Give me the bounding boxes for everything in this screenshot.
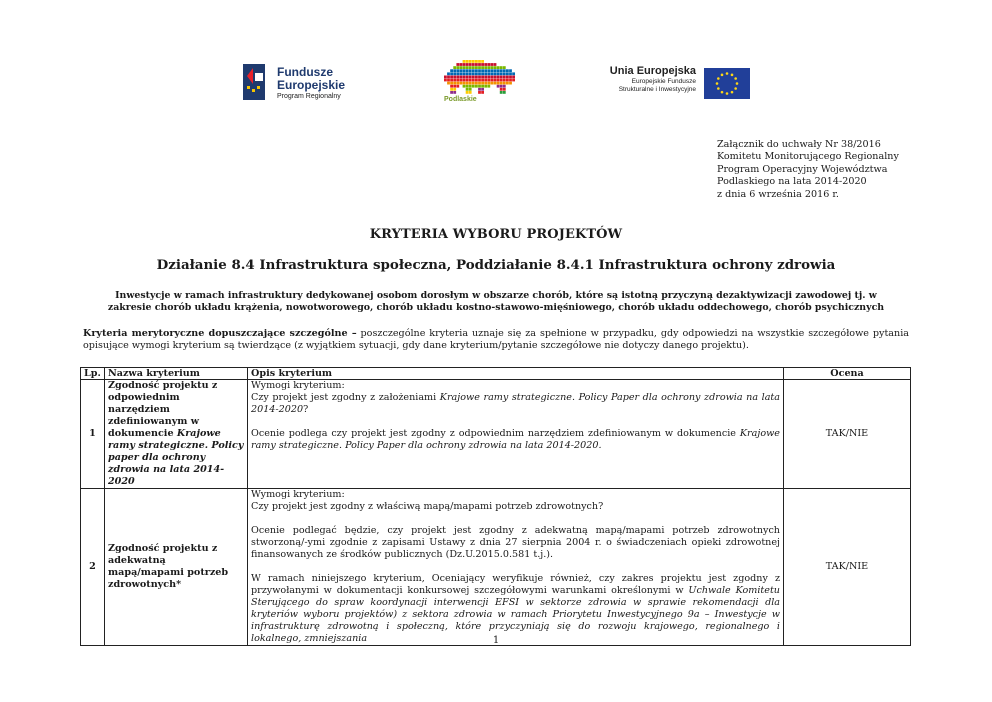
logo-bar — [0, 58, 992, 110]
criterion-name-doc: Krajowe ramy strategiczne. Policy paper dla ochrony zdrowia na lata 2014-2020 — [108, 428, 244, 487]
fundusze-europejskie-logo — [243, 62, 363, 106]
document-subtitle: Działanie 8.4 Infrastruktura społeczna, Poddziałanie 8.4.1 Infrastruktura ochrony zdrowia — [156, 257, 836, 273]
row-ocena: TAK/NIE — [784, 489, 911, 646]
annex-line: z dnia 6 września 2016 r. — [717, 188, 839, 200]
requirements-label: Wymogi kryterium: — [251, 489, 345, 500]
ue-line2: Europejskie Fundusze — [631, 78, 696, 85]
annex-line: Program Operacyjny Województwa — [717, 163, 888, 175]
podlaskie-logo — [440, 58, 520, 110]
merit-label: Kryteria merytoryczne dopuszczające szczególne – — [83, 328, 357, 339]
podlaskie-label: Podlaskie — [444, 96, 477, 103]
annex-line: Komitetu Monitorującego Regionalny — [717, 151, 899, 163]
evaluation-intro: Ocenie podlega czy projekt jest zgodny z odpowiednim narzędziem zdefiniowanym w dokumencie — [251, 428, 740, 439]
table-row — [81, 489, 911, 646]
annex-line: Załącznik do uchwały Nr 38/2016 — [717, 139, 881, 150]
question-text: Czy projekt jest zgodny z założeniami — [251, 392, 440, 403]
evaluation-text — [251, 428, 780, 452]
header-description: Opis kryterium — [248, 368, 784, 380]
row-ocena: TAK/NIE — [784, 380, 911, 489]
row-lp: 1 — [81, 380, 105, 489]
page-number: 1 — [492, 635, 500, 646]
criterion-name — [105, 380, 248, 489]
header-ocena: Ocena — [784, 368, 911, 380]
document-title: KRYTERIA WYBORU PROJEKTÓW — [369, 227, 623, 242]
annex-note — [717, 139, 899, 201]
requirements-label: Wymogi kryterium: — [251, 380, 345, 391]
evaluation-doc: Krajowe ramy strategiczne. Policy Paper dla ochrony zdrowia na lata 2014-2020. — [251, 428, 780, 451]
unia-europejska-logo — [604, 62, 754, 106]
table-header-row — [81, 368, 911, 380]
question-doc: Krajowe ramy strategiczne. Policy Paper dla ochrony zdrowia na lata 2014-2020 — [251, 392, 780, 415]
eu-flag-icon — [704, 68, 750, 99]
bison-icon — [440, 58, 520, 98]
fundusze-europejskie-icon — [243, 62, 279, 102]
table-row — [81, 380, 911, 489]
row-lp: 2 — [81, 489, 105, 646]
ue-line1: Unia Europejska — [609, 65, 696, 77]
criterion-name: Zgodność projektu z adekwatną mapą/mapami potrzeb zdrowotnych* — [105, 489, 248, 646]
requirement-question: Czy projekt jest zgodny z właściwą mapą/mapami potrzeb zdrowotnych? — [251, 501, 604, 512]
verification-doc: Uchwale Komitetu Sterującego do spraw koordynacji interwencji EFSI w sektorze zdrowia w sprawie rekomendacji dla kryteriów wyboru projektów) z sektora zdrowia w ramach Priorytetu Inwestycyjnego 9a – Inwestycje w infrastrukturę zdrowotną i społeczną, które przyczyniają się do rozwoju krajowego, regionalnego i lokalnego, zmniejszania — [251, 585, 780, 644]
verification-intro: W ramach niniejszego kryterium, Oceniający weryfikuje również, czy zakres projektu jest zgodny z przywołanymi w dokumentacji konkursowej szczegółowymi warunkami określonymi w — [251, 573, 780, 596]
fe-line1: Fundusze — [277, 65, 333, 79]
criterion-description — [248, 489, 784, 646]
ue-line3: Strukturalne i Inwestycyjne — [618, 86, 696, 93]
fe-line3: Program Regionalny — [277, 93, 341, 100]
fe-line2: Europejskie — [277, 78, 346, 92]
evaluation-text: Ocenie podlegać będzie, czy projekt jest zgodny z adekwatną mapą/mapami potrzeb zdrowotnych stworzoną/-ymi zgodnie z zapisami Ustawy z dnia 27 sierpnia 2004 r. o świadczeniach opieki zdrowotnej finansowanych ze środków publicznych (Dz.U.2015.0.581 t.j.). — [251, 525, 780, 560]
intro-text: Inwestycje w ramach infrastruktury dedykowanej osobom dorosłym w obszarze chorób, które są istotną przyczyną dezaktywizacji zawodowej tj. w zakresie chorób układu krążenia, nowotworowego, chorób układu kostno-stawowo-mięśniowego, chorób układu oddechowego, chorób psychicznych — [107, 290, 885, 313]
merit-description: poszczególne kryteria uznaje się za spełnione w przypadku, gdy odpowiedzi na wszystkie szczegółowe pytania opisujące wymogi kryterium są twierdzące (z wyjątkiem sytuacji, gdy dane kryterium/pytanie szczegółowe nie dotyczy danego projektu). — [83, 328, 909, 351]
question-end: ? — [303, 404, 309, 415]
criterion-description — [248, 380, 784, 489]
criteria-table — [80, 367, 911, 646]
requirement-question — [251, 392, 780, 416]
header-name: Nazwa kryterium — [105, 368, 248, 380]
criterion-name-text: Zgodność projektu z odpowiednim narzędziem zdefiniowanym w dokumencie — [108, 380, 218, 439]
header-lp: Lp. — [81, 368, 105, 380]
merit-criteria-note — [83, 328, 909, 352]
annex-line: Podlaskiego na lata 2014-2020 — [717, 176, 867, 188]
